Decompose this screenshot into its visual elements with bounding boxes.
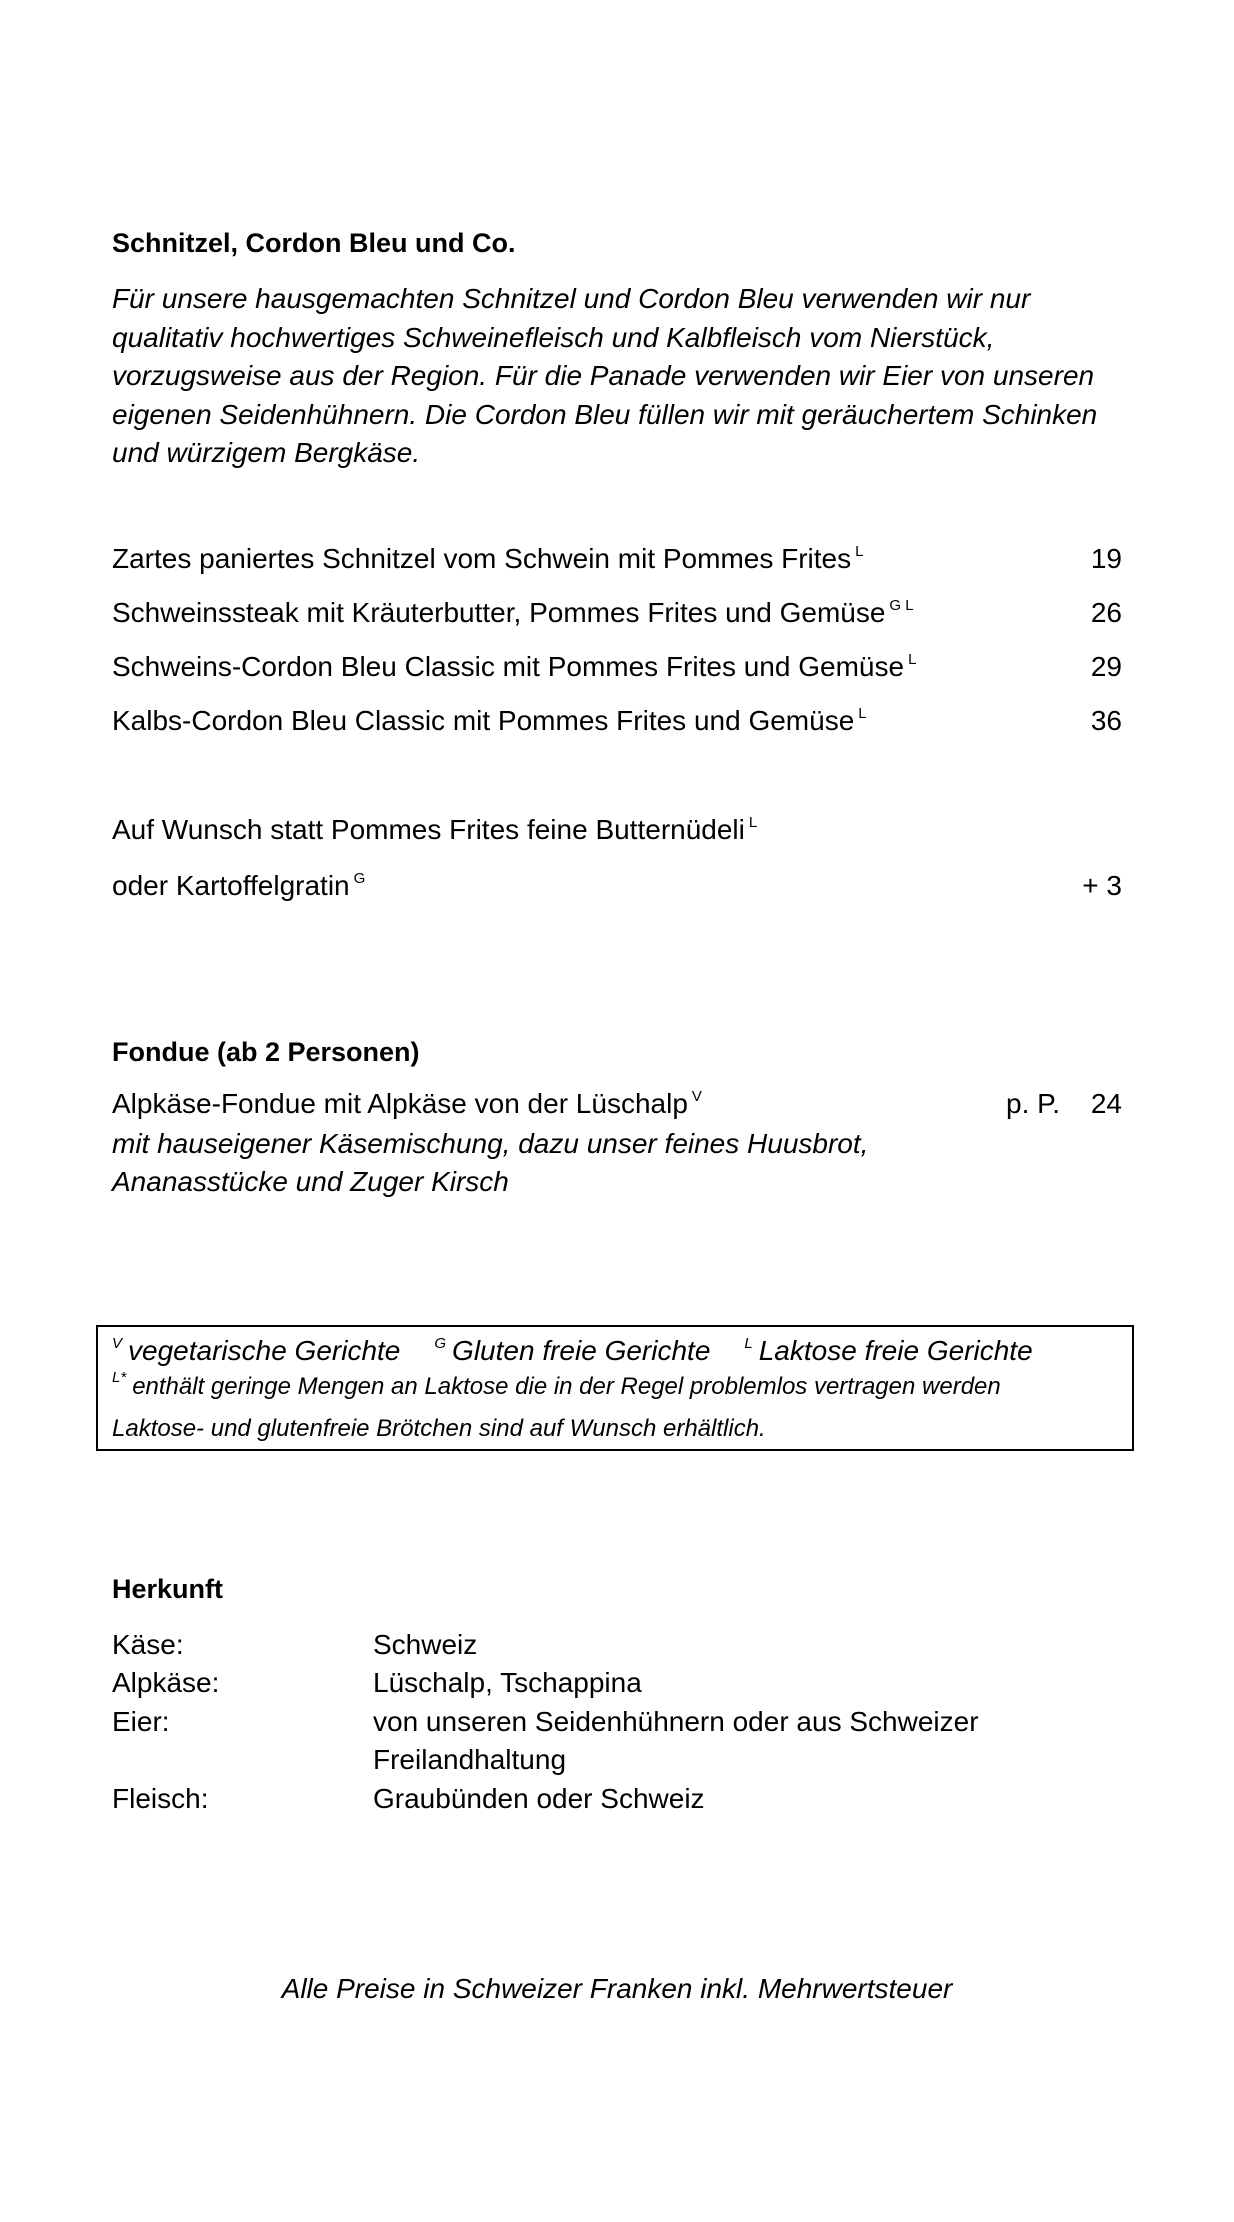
- legend-line: $^{L*}$ enthält geringe Mengen an Laktose die in der Regel problemlos vertragen werden: [112, 1369, 1001, 1400]
- menu-item-label: Schweins-Cordon Bleu Classic mit Pommes Frites und Gemüse $^L$: [112, 651, 917, 682]
- origin-value: Lüschalp, Tschappina: [373, 1667, 642, 1698]
- allergen-mark: G: [353, 870, 366, 887]
- menu-item-description: Ananasstücke und Zuger Kirsch: [112, 1166, 509, 1197]
- origin-key: Käse:: [112, 1629, 184, 1660]
- menu-item-label: Alpkäse-Fondue mit Alpkäse von der Lüschalp $^V$: [112, 1088, 702, 1119]
- section-intro-schnitzel: Für unsere hausgemachten Schnitzel und Cordon Bleu verwenden wir nur qualitativ hochwertiges Schweinefleisch und Kalbfleisch vom Nierstück, vorzugsweise aus der Region. Für die Panade verwenden wir Eier von unseren eigenen Seidenhühnern. Die Cordon Bleu füllen wir mit geräuchertem Schinken und würzigem Bergkäse.: [112, 283, 1098, 468]
- allergen-mark: V: [691, 1088, 702, 1105]
- origin-key: Alpkäse:: [112, 1667, 220, 1698]
- option-price: + 3: [1082, 870, 1122, 901]
- menu-item-label: Kalbs-Cordon Bleu Classic mit Pommes Frites und Gemüse $^L$: [112, 705, 867, 736]
- menu-item-description: mit hauseigener Käsemischung, dazu unser feines Huusbrot,: [112, 1128, 869, 1159]
- legend-mark: G: [434, 1335, 447, 1352]
- origin-key: Eier:: [112, 1706, 170, 1737]
- legend-mark: V: [112, 1335, 123, 1352]
- allergen-mark: L: [748, 814, 758, 831]
- menu-item-price: 36: [1090, 705, 1122, 736]
- allergen-mark: L: [908, 651, 917, 668]
- menu-item-price: 26: [1090, 597, 1122, 628]
- footer-note: Alle Preise in Schweizer Franken inkl. Mehrwertsteuer: [281, 1973, 953, 2004]
- section-title-herkunft: Herkunft: [112, 1574, 224, 1604]
- origin-key: Fleisch:: [112, 1783, 209, 1814]
- menu-item: [112, 597, 1122, 637]
- section-title-schnitzel: Schnitzel, Cordon Bleu und Co.: [112, 228, 516, 258]
- price-unit: p. P.: [1006, 1088, 1060, 1119]
- origin-value: Schweiz: [373, 1629, 478, 1660]
- legend-mark: L: [744, 1335, 753, 1352]
- menu-item: [112, 651, 1122, 691]
- origin-value: Graubünden oder Schweiz: [373, 1783, 705, 1814]
- legend-note: Laktose- und glutenfreie Brötchen sind auf Wunsch erhältlich.: [112, 1415, 766, 1442]
- menu-item-price: 24: [1090, 1088, 1122, 1119]
- legend-box: [96, 1325, 1134, 1451]
- legend-mark: L*: [112, 1369, 127, 1386]
- menu-item-price: 19: [1090, 543, 1122, 574]
- menu-item-label: Schweinssteak mit Kräuterbutter, Pommes Frites und Gemüse $^{G L}$: [112, 597, 914, 628]
- menu-item: [112, 705, 1122, 745]
- menu-item: [112, 543, 1122, 583]
- allergen-mark: L: [855, 543, 864, 560]
- option-label: oder Kartoffelgratin $^G$: [112, 870, 366, 901]
- option-label: Auf Wunsch statt Pommes Frites feine Butternüdeli $^L$: [112, 814, 758, 845]
- section-title-fondue: Fondue (ab 2 Personen): [112, 1037, 420, 1067]
- origin-value: Freilandhaltung: [373, 1744, 567, 1775]
- option-line: [112, 814, 1122, 854]
- option-line: [112, 870, 1122, 910]
- allergen-mark: G L: [889, 597, 914, 614]
- origin-value: von unseren Seidenhühnern oder aus Schweizer: [373, 1706, 979, 1737]
- allergen-mark: L: [858, 705, 867, 722]
- menu-item-price: 29: [1090, 651, 1122, 682]
- menu-item: [112, 1088, 1122, 1128]
- menu-item-label: Zartes paniertes Schnitzel vom Schwein mit Pommes Frites $^L$: [112, 543, 864, 574]
- legend-line: $^V$ vegetarische Gerichte $^G$ Gluten freie Gerichte $^L$ Laktose freie Gerichte: [112, 1335, 1033, 1366]
